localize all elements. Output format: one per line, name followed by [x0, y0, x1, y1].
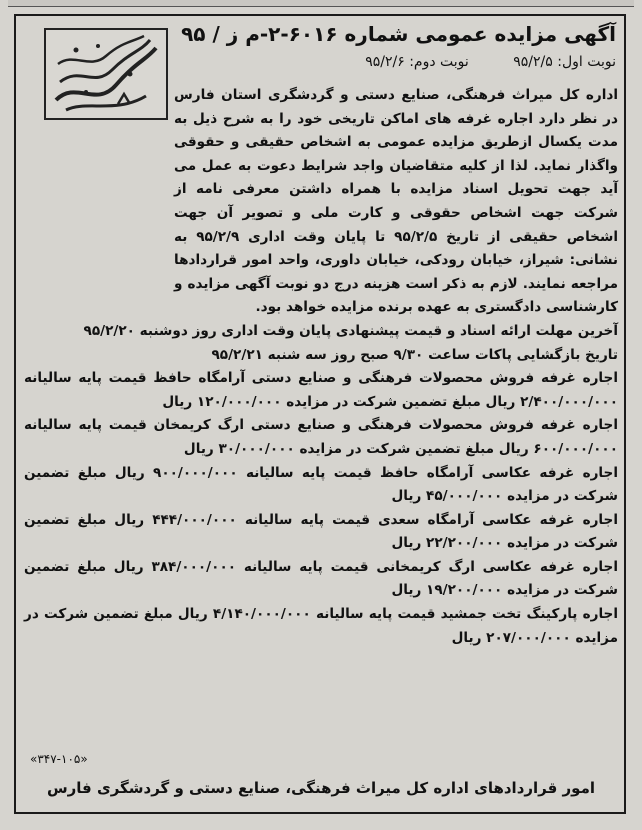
- auction-item: اجاره غرفه عکاسی آرامگاه سعدی قیمت پایه سالیانه ۴۴۴/۰۰۰/۰۰۰ ریال مبلغ تضمین شرکت در مزایده ۲۲/۲۰۰/۰۰۰ ریال: [24, 511, 618, 552]
- notice-footer: امور قراردادهای اداره کل میراث فرهنگی، صنایع دستی و گردشگری فارس: [46, 779, 596, 797]
- auction-item: اجاره غرفه فروش محصولات فرهنگی و صنایع دستی آرامگاه حافظ قیمت پایه سالیانه ۲/۴۰۰/۰۰۰/۰۰۰ ریال مبلغ تضمین شرکت در مزایده ۱۲۰/۰۰۰/۰۰۰ ریال: [24, 370, 618, 410]
- notice-code: «۳۴۷-۱۰۵»: [30, 752, 88, 766]
- auction-item: اجاره غرفه عکاسی آرامگاه حافظ قیمت پایه سالیانه ۹۰۰/۰۰۰/۰۰۰ ریال مبلغ تضمین شرکت در مزایده ۴۵/۰۰۰/۰۰۰ ریال: [24, 464, 618, 505]
- notice-title: آگهی مزایده عمومی شماره ۶۰۱۶-۲-م ز / ۹۵: [181, 22, 616, 46]
- auction-item: اجاره غرفه فروش محصولات فرهنگی و صنایع دستی ارگ کریمخان قیمت پایه سالیانه ۶۰۰/۰۰۰/۰۰۰ ریال مبلغ تضمین شرکت در مزایده ۳۰/۰۰۰/۰۰۰ ریال: [24, 417, 618, 457]
- notice-body: [24, 84, 618, 650]
- publication-dates: [196, 54, 616, 70]
- opening-date: تاریخ بازگشایی پاکات ساعت ۹/۳۰ صبح روز سه شنبه ۹۵/۲/۲۱: [211, 346, 618, 363]
- second-publication: نوبت دوم: ۹۵/۲/۶: [365, 54, 469, 70]
- submission-deadline: آخرین مهلت ارائه اسناد و قیمت پیشنهادی پایان وقت اداری روز دوشنبه ۹۵/۲/۲۰: [83, 322, 618, 339]
- first-publication: نوبت اول: ۹۵/۲/۵: [513, 54, 616, 70]
- auction-items-list: [24, 367, 618, 650]
- auction-item: اجاره غرفه عکاسی ارگ کریمخانی قیمت پایه سالیانه ۳۸۴/۰۰۰/۰۰۰ ریال مبلغ تضمین شرکت در مزایده ۱۹/۲۰۰/۰۰۰ ریال: [24, 558, 618, 599]
- intro-paragraph: اداره کل میراث فرهنگی، صنایع دستی و گردشگری استان فارس در نظر دارد اجاره غرفه های اماکن تاریخی خود را به شرح ذیل به مدت یکسال ازطریق مزایده عمومی به اشخاص حقیقی و حقوقی واگذار نماید. لذا از کلیه متقاضیان واجد شرایط دعوت به عمل می آید جهت تحویل اسناد مزایده با همراه داشتن معرفی نامه از شرکت جهت اشخاص حقوقی و کارت ملی و تصویر آن جهت اشخاص حقیقی از تاریخ ۹۵/۲/۵ تا پایان وقت اداری ۹۵/۲/۹ به نشانی: شیراز، خیابان رودکی، خیابان داوری، واحد امور قراردادها مراجعه نمایند. لازم به ذکر است هزینه درج دو نوبت آگهی مزایده و کارشناسی دادگستری به عهده برنده مزایده خواهد بود.: [174, 87, 618, 316]
- top-edge: [8, 0, 634, 7]
- auction-item: اجاره پارکینگ تخت جمشید قیمت پایه سالیانه ۴/۱۴۰/۰۰۰/۰۰۰ ریال مبلغ تضمین شرکت در مزایده ۲۰۷/۰۰۰/۰۰۰ ریال: [24, 606, 619, 646]
